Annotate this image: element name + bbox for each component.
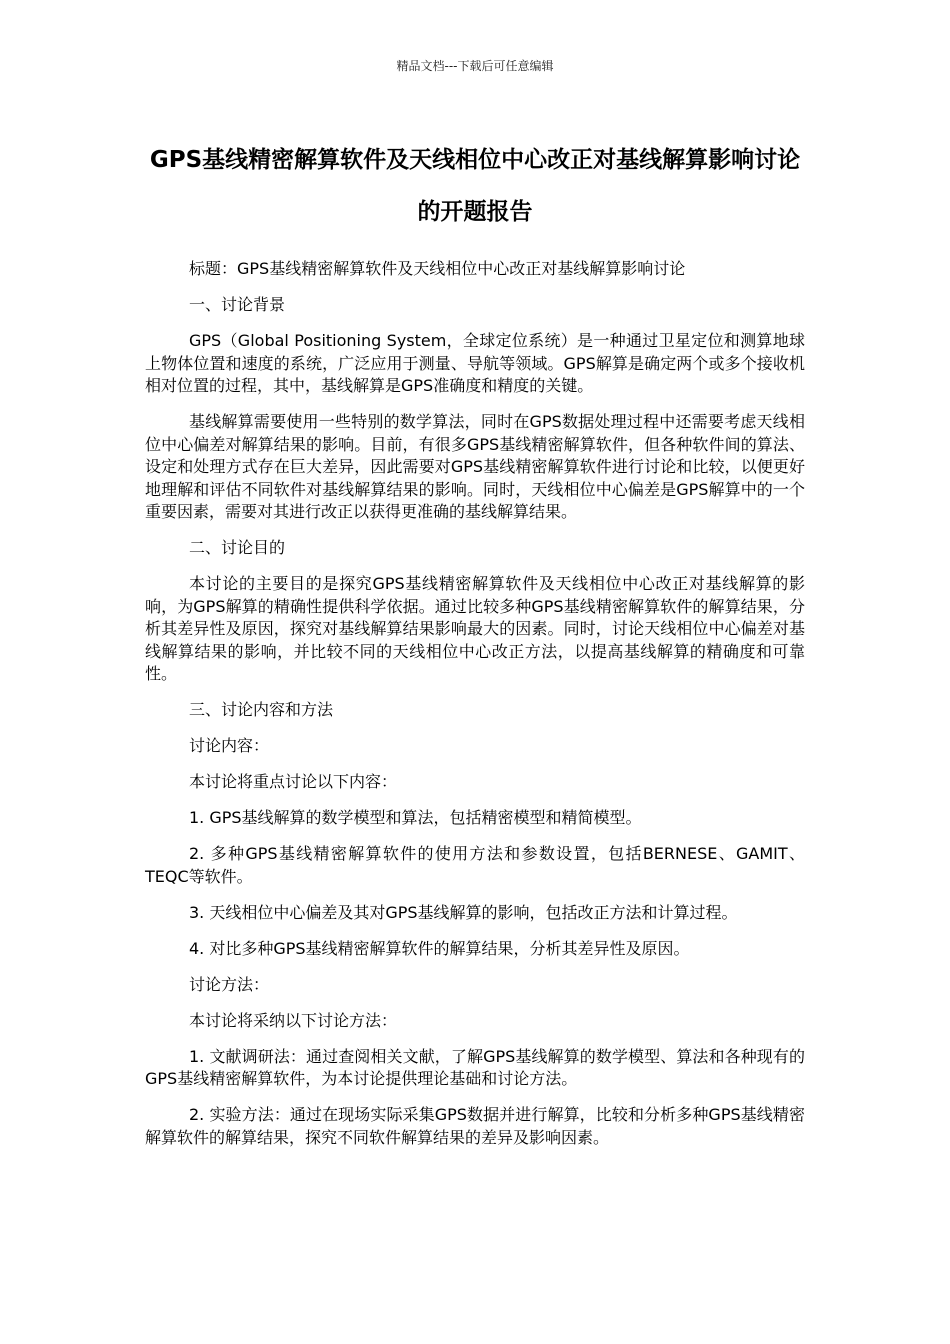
list-item: 1. 文献调研法：通过查阅相关文献，了解GPS基线解算的数学模型、算法和各种现有的GPS基线精密解算软件，为本讨论提供理论基础和讨论方法。: [145, 1046, 805, 1088]
paragraph: 本讨论将重点讨论以下内容：: [189, 772, 398, 791]
subheading-content: 讨论内容：: [189, 736, 270, 755]
list-item: 4. 对比多种GPS基线精密解算软件的解算结果，分析其差异性及原因。: [189, 938, 690, 958]
list-item: 2. 多种GPS基线精密解算软件的使用方法和参数设置，包括BERNESE、GAMIT、TEQC等软件。: [145, 844, 805, 886]
document-body: [145, 258, 805, 1163]
paragraph: 本讨论的主要目的是探究GPS基线精密解算软件及天线相位中心改正对基线解算的影响，为GPS解算的精确性提供科学依据。通过比较多种GPS基线精密解算软件的解算结果，分析其差异性及原因，探究对基线解算结果影响最大的因素。同时，讨论天线相位中心偏差对基线解算结果的影响，并比较不同的天线相位中心改正方法，以提高基线解算的精确度和可靠性。: [145, 574, 805, 683]
list-item: 2. 实验方法：通过在现场实际采集GPS数据并进行解算，比较和分析多种GPS基线精密解算软件的解算结果，探究不同软件解算结果的差异及影响因素。: [145, 1105, 805, 1147]
paragraph-subject: 标题：GPS基线精密解算软件及天线相位中心改正对基线解算影响讨论: [189, 259, 686, 278]
paragraph: GPS（Global Positioning System，全球定位系统）是一种通过卫星定位和测算地球上物体位置和速度的系统，广泛应用于测量、导航等领域。GPS解算是确定两个或多个接收机相对位置的过程，其中，基线解算是GPS准确度和精度的关键。: [145, 331, 805, 395]
section-heading-purpose: 二、讨论目的: [189, 538, 286, 557]
subheading-method: 讨论方法：: [189, 974, 270, 994]
paragraph: 本讨论将采纳以下讨论方法：: [189, 1010, 398, 1030]
paragraph: 基线解算需要使用一些特别的数学算法，同时在GPS数据处理过程中还需要考虑天线相位中心偏差对解算结果的影响。目前，有很多GPS基线精密解算软件，但各种软件间的算法、设定和处理方式存在巨大差异，因此需要对GPS基线精密解算软件进行讨论和比较，以便更好地理解和评估不同软件对基线解算结果的影响。同时，天线相位中心偏差是GPS解算中的一个重要因素，需要对其进行改正以获得更准确的基线解算结果。: [145, 412, 805, 521]
document-title: GPS基线精密解算软件及天线相位中心改正对基线解算影响讨论的开题报告: [149, 147, 801, 225]
section-heading-content-method: 三、讨论内容和方法: [189, 700, 334, 719]
page-header: 精品文档---下载后可任意编辑: [396, 59, 554, 73]
list-item: 1. GPS基线解算的数学模型和算法，包括精密模型和精简模型。: [189, 808, 642, 827]
list-item: 3. 天线相位中心偏差及其对GPS基线解算的影响，包括改正方法和计算过程。: [189, 902, 738, 922]
section-heading-background: 一、讨论背景: [189, 295, 286, 314]
